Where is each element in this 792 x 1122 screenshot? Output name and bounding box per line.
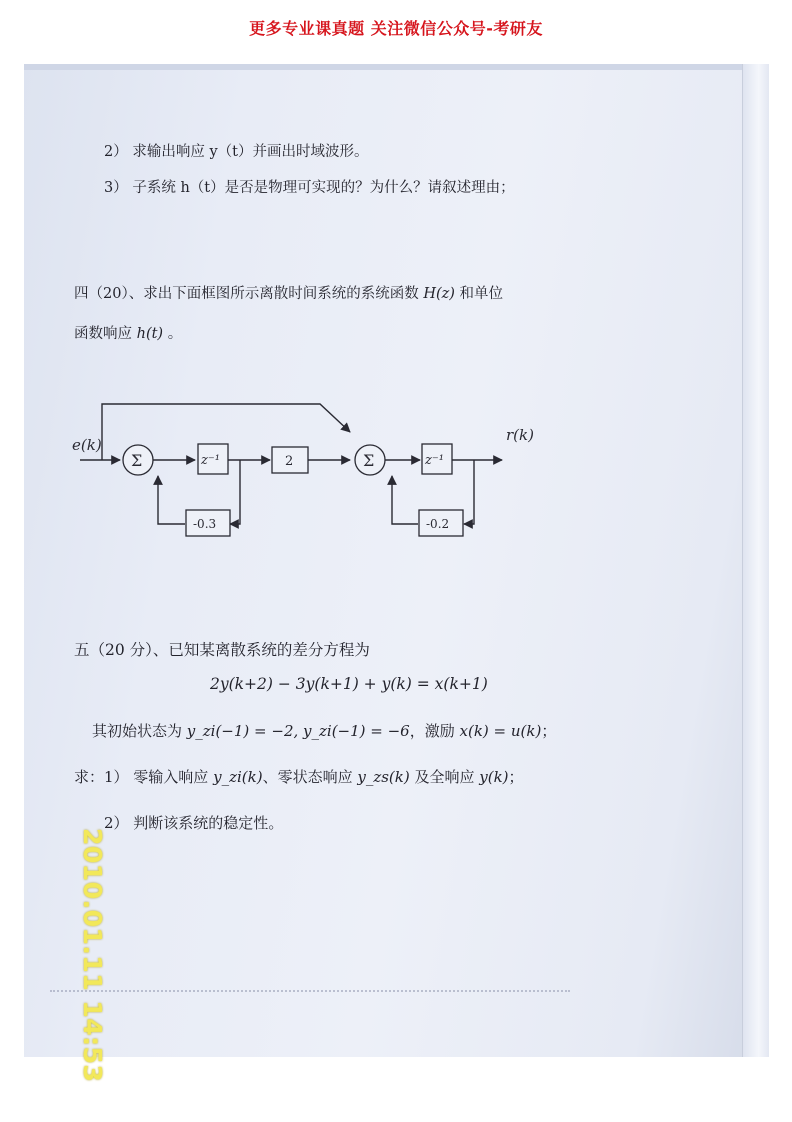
delay2-label: z⁻¹ <box>425 453 444 468</box>
q5-ask1-y: y(k) <box>479 768 509 786</box>
q4-math-hz: H(z) <box>423 286 455 302</box>
input-label: e(k) <box>72 436 102 454</box>
q5-ask-2: 2） 判断该系统的稳定性。 <box>104 814 284 832</box>
q4-math-ht: h(t) <box>136 326 164 342</box>
feedback2-return <box>392 476 418 524</box>
promo-banner: 更多专业课真题 关注微信公众号-考研友 <box>249 19 543 38</box>
delay1-label: z⁻¹ <box>201 453 220 468</box>
q5-ask-1 <box>74 766 524 787</box>
feedback1-tap <box>230 460 240 524</box>
q5-equation: 2y(k+2) − 3y(k+1) + y(k) = x(k+1) <box>210 675 488 693</box>
q3-item-3: 3） 子系统 h（t）是否是物理可实现的？为什么？请叙述理由； <box>104 180 515 196</box>
q5-ask1-text4: ； <box>508 768 524 786</box>
block-diagram <box>70 392 550 552</box>
feedback1-return <box>158 476 185 524</box>
q5-excitation-math: x(k) = u(k) <box>459 722 542 740</box>
q5-ask1-text: 求：1） 零输入响应 <box>74 768 214 786</box>
photo-top-edge <box>24 64 769 70</box>
output-label: r(k) <box>506 426 534 444</box>
q4-text2: 函数响应 <box>74 326 137 342</box>
exam-page-photo <box>24 64 769 1057</box>
feedback1-label: -0.3 <box>193 517 217 531</box>
feedback2-label: -0.2 <box>426 517 450 531</box>
page-footer-line <box>50 984 570 992</box>
q5-ask1-text3: 及全响应 <box>409 768 480 786</box>
q4-title-line2 <box>74 322 182 343</box>
q5-ask1-yzs: y_zs(k) <box>357 768 410 786</box>
feedback2-tap <box>464 460 474 524</box>
q4-title-line1 <box>74 282 503 303</box>
photo-right-edge <box>742 64 769 1057</box>
q4-text2-tail: 。 <box>163 326 183 342</box>
q5-title: 五（20 分）、已知某离散系统的差分方程为 <box>74 641 370 659</box>
sum1-symbol: Σ <box>131 451 143 470</box>
q5-init-text: 其初始状态为 <box>92 722 187 740</box>
q4-text-tail: 和单位 <box>454 286 504 302</box>
q5-initial-state <box>92 720 556 741</box>
gain-label: 2 <box>285 454 294 469</box>
q5-ask1-yzi: y_zi(k) <box>213 768 263 786</box>
q5-init-math: y_zi(−1) = −2, y_zi(−1) = −6 <box>186 722 410 740</box>
q5-ask1-text2: 、零状态响应 <box>262 768 358 786</box>
q4-text: 四（20）、求出下面框图所示离散时间系统的系统函数 <box>74 286 424 302</box>
camera-timestamp: 2010.01.11 14:53 <box>78 828 107 1083</box>
q5-init-text2: ，激励 <box>409 722 460 740</box>
sum2-symbol: Σ <box>363 451 375 470</box>
q5-init-text3: ； <box>541 722 557 740</box>
q3-item-2: 2） 求输出响应 y（t）并画出时域波形。 <box>104 144 369 160</box>
